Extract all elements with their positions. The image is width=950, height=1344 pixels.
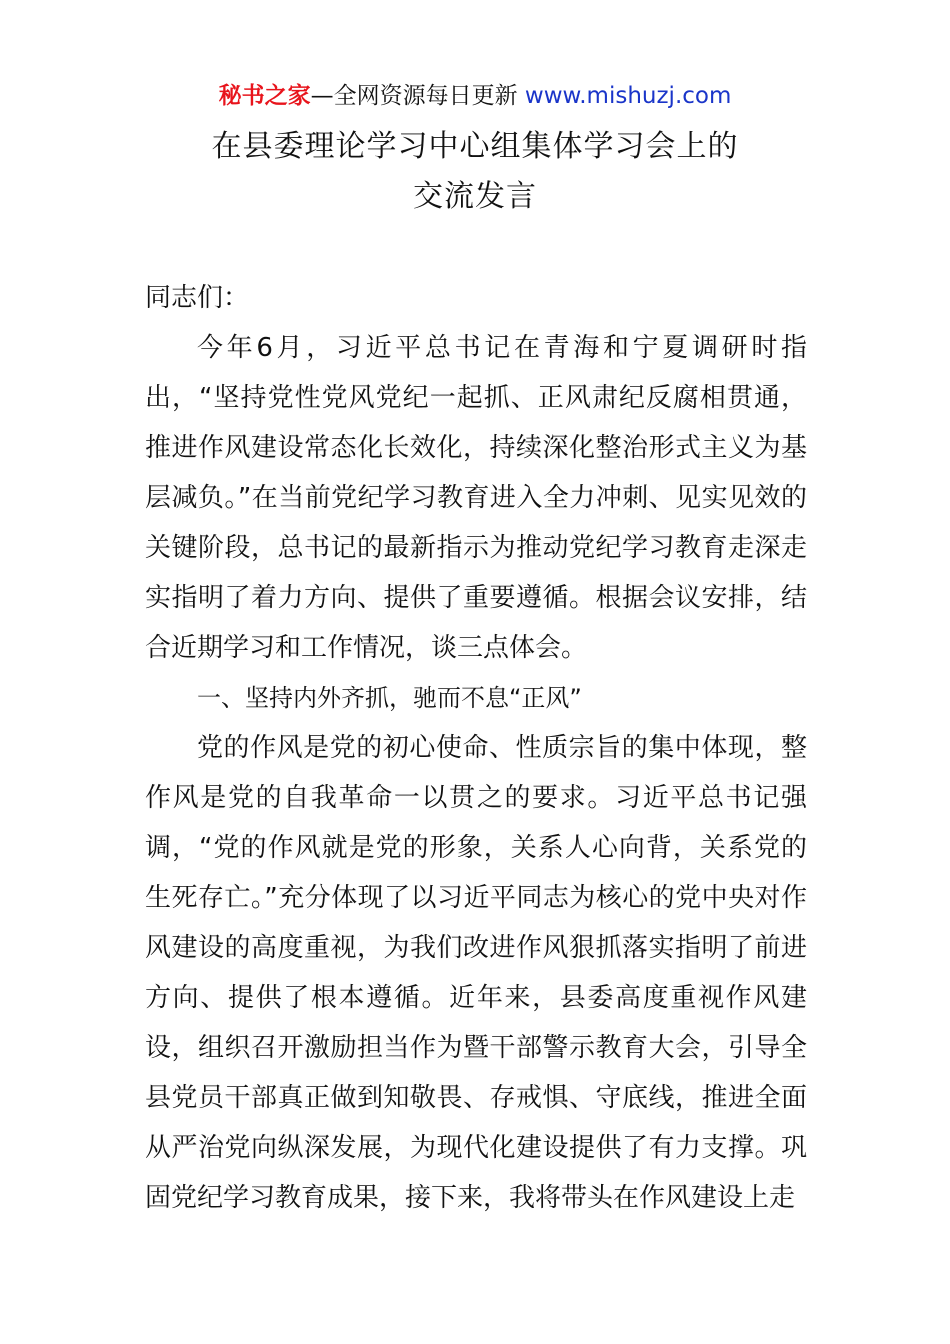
salutation: 同志们： bbox=[145, 283, 250, 313]
paragraph-intro: 今年6月，习近平总书记在青海和宁夏调研时指出，“坚持党性党风党纪一起抓、正风肃纪反腐相贯通，推进作风建设常态化长效化，持续深化整治形式主义为基层减负。”在当前党纪学习教育进入全力冲刺、见实见效的关键阶段，总书记的最新指示为推动党纪学习教育走深走实指明了着力方向、提供了重要遵循。根据会议安排，结合近期学习和工作情况，谈三点体会。 bbox=[145, 333, 807, 663]
section-heading-1: 一、坚持内外齐抓，驰而不息“正风” bbox=[197, 684, 582, 712]
brand-name: 秘书之家 bbox=[218, 83, 311, 109]
paragraph-section-1: 党的作风是党的初心使命、性质宗旨的集中体现，整作风是党的自我革命一以贯之的要求。习近平总书记强调，“党的作风就是党的形象，关系人心向背，关系党的生死存亡。”充分体现了以习近平同志为核心的党中央对作风建设的高度重视，为我们改进作风狠抓落实指明了前进方向、提供了根本遵循。近年来，县委高度重视作风建设，组织召开激励担当作为暨干部警示教育大会，引导全县党员干部真正做到知敬畏、存戒惧、守底线，推进全面从严治党向纵深发展，为现代化建设提供了有力支撑。巩固党纪学习教育成果，接下来，我将带头在作风建设上走 bbox=[145, 733, 807, 1213]
header-tagline: —全网资源每日更新 bbox=[310, 83, 518, 109]
document-title-line-2: 交流发言 bbox=[413, 179, 537, 214]
document-body bbox=[145, 273, 807, 1223]
site-url-link[interactable]: www.mishuzj.com bbox=[524, 83, 732, 109]
site-header bbox=[0, 80, 950, 112]
document-title-line-1: 在县委理论学习中心组集体学习会上的 bbox=[211, 129, 739, 164]
